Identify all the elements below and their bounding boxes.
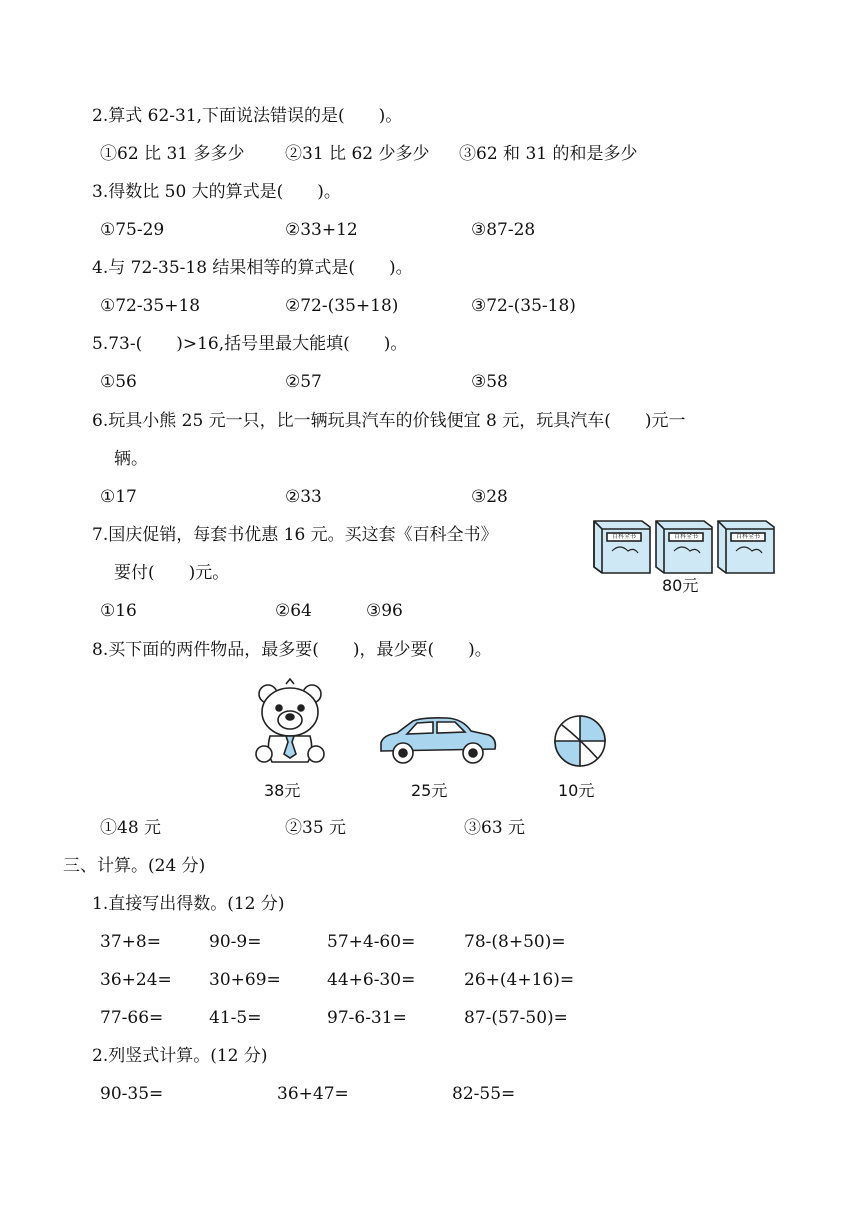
calc-r1-c3: 57+4-60=	[327, 932, 416, 952]
teddy-bear-icon	[252, 676, 328, 768]
vertical-calc-2: 36+47=	[277, 1084, 349, 1104]
calc-r1-c4: 78-(8+50)=	[464, 932, 566, 952]
question-6-option-1: ①17	[100, 487, 137, 507]
books-price-label: 80元	[662, 576, 699, 595]
question-2-option-1: ①62 比 31 多多少	[100, 144, 245, 164]
question-3-option-1: ①75-29	[100, 220, 165, 240]
question-6-stem-line-1: 6.玩具小熊 25 元一只，比一辆玩具汽车的价钱便宜 8 元，玩具汽车( )元一	[92, 411, 686, 431]
vertical-calc-3: 82-55=	[452, 1084, 516, 1104]
calc-r2-c2: 30+69=	[209, 970, 281, 990]
question-7-option-3: ③96	[366, 601, 403, 621]
question-5-option-1: ①56	[100, 372, 137, 392]
toy-car-figure	[377, 713, 499, 767]
calc-r1-c1: 37+8=	[100, 932, 161, 952]
toy-car-icon	[377, 713, 499, 767]
question-2-option-3: ③62 和 31 的和是多少	[459, 144, 638, 164]
question-7-option-2: ②64	[275, 601, 312, 621]
section-3-part-2-title: 2.列竖式计算。(12 分)	[92, 1046, 268, 1066]
question-6-option-3: ③28	[471, 487, 508, 507]
question-2-option-2: ②31 比 62 少多少	[285, 144, 430, 164]
section-3-title: 三、计算。(24 分)	[63, 856, 206, 876]
question-8-option-1: ①48 元	[100, 818, 162, 838]
question-7-stem-line-2: 要付( )元。	[114, 563, 230, 583]
question-4-option-1: ①72-35+18	[100, 296, 201, 316]
calc-r1-c2: 90-9=	[209, 932, 262, 952]
question-8-stem: 8.买下面的两件物品，最多要( )，最少要( )。	[92, 640, 492, 660]
section-3-part-1-title: 1.直接写出得数。(12 分)	[92, 894, 285, 914]
question-4-option-2: ②72-(35+18)	[285, 296, 399, 316]
teddy-bear-price: 38元	[264, 781, 301, 800]
calc-r2-c1: 36+24=	[100, 970, 172, 990]
calc-r2-c3: 44+6-30=	[327, 970, 416, 990]
calc-r3-c3: 97-6-31=	[327, 1008, 407, 1028]
question-6-option-2: ②33	[285, 487, 322, 507]
question-5-stem: 5.73-( )>16,括号里最大能填( )。	[92, 334, 408, 354]
book-1-label: 百科全书	[611, 533, 636, 540]
question-8-option-3: ③63 元	[464, 818, 526, 838]
ball-price: 10元	[558, 781, 595, 800]
calc-r3-c2: 41-5=	[209, 1008, 262, 1028]
question-5-option-3: ③58	[471, 372, 508, 392]
teddy-bear-figure	[252, 676, 328, 768]
question-4-option-3: ③72-(35-18)	[471, 296, 576, 316]
calc-r3-c1: 77-66=	[100, 1008, 164, 1028]
vertical-calc-1: 90-35=	[100, 1084, 164, 1104]
book-3-label: 百科全书	[735, 533, 760, 540]
question-5-option-2: ②57	[285, 372, 322, 392]
question-3-option-2: ②33+12	[285, 220, 358, 240]
toy-car-price: 25元	[411, 781, 448, 800]
question-8-option-2: ②35 元	[285, 818, 347, 838]
calc-r2-c4: 26+(4+16)=	[464, 970, 575, 990]
ball-figure	[552, 713, 608, 769]
question-3-option-3: ③87-28	[471, 220, 536, 240]
book-2-label: 百科全书	[673, 533, 698, 540]
question-7-stem-line-1: 7.国庆促销，每套书优惠 16 元。买这套《百科全书》	[92, 525, 498, 545]
question-6-stem-line-2: 辆。	[114, 449, 148, 469]
question-7-option-1: ①16	[100, 601, 137, 621]
question-4-stem: 4.与 72-35-18 结果相等的算式是( )。	[92, 258, 413, 278]
ball-icon	[552, 713, 608, 769]
calc-r3-c4: 87-(57-50)=	[464, 1008, 568, 1028]
question-2-stem: 2.算式 62-31,下面说法错误的是( )。	[92, 106, 403, 126]
question-3-stem: 3.得数比 50 大的算式是( )。	[92, 182, 341, 202]
